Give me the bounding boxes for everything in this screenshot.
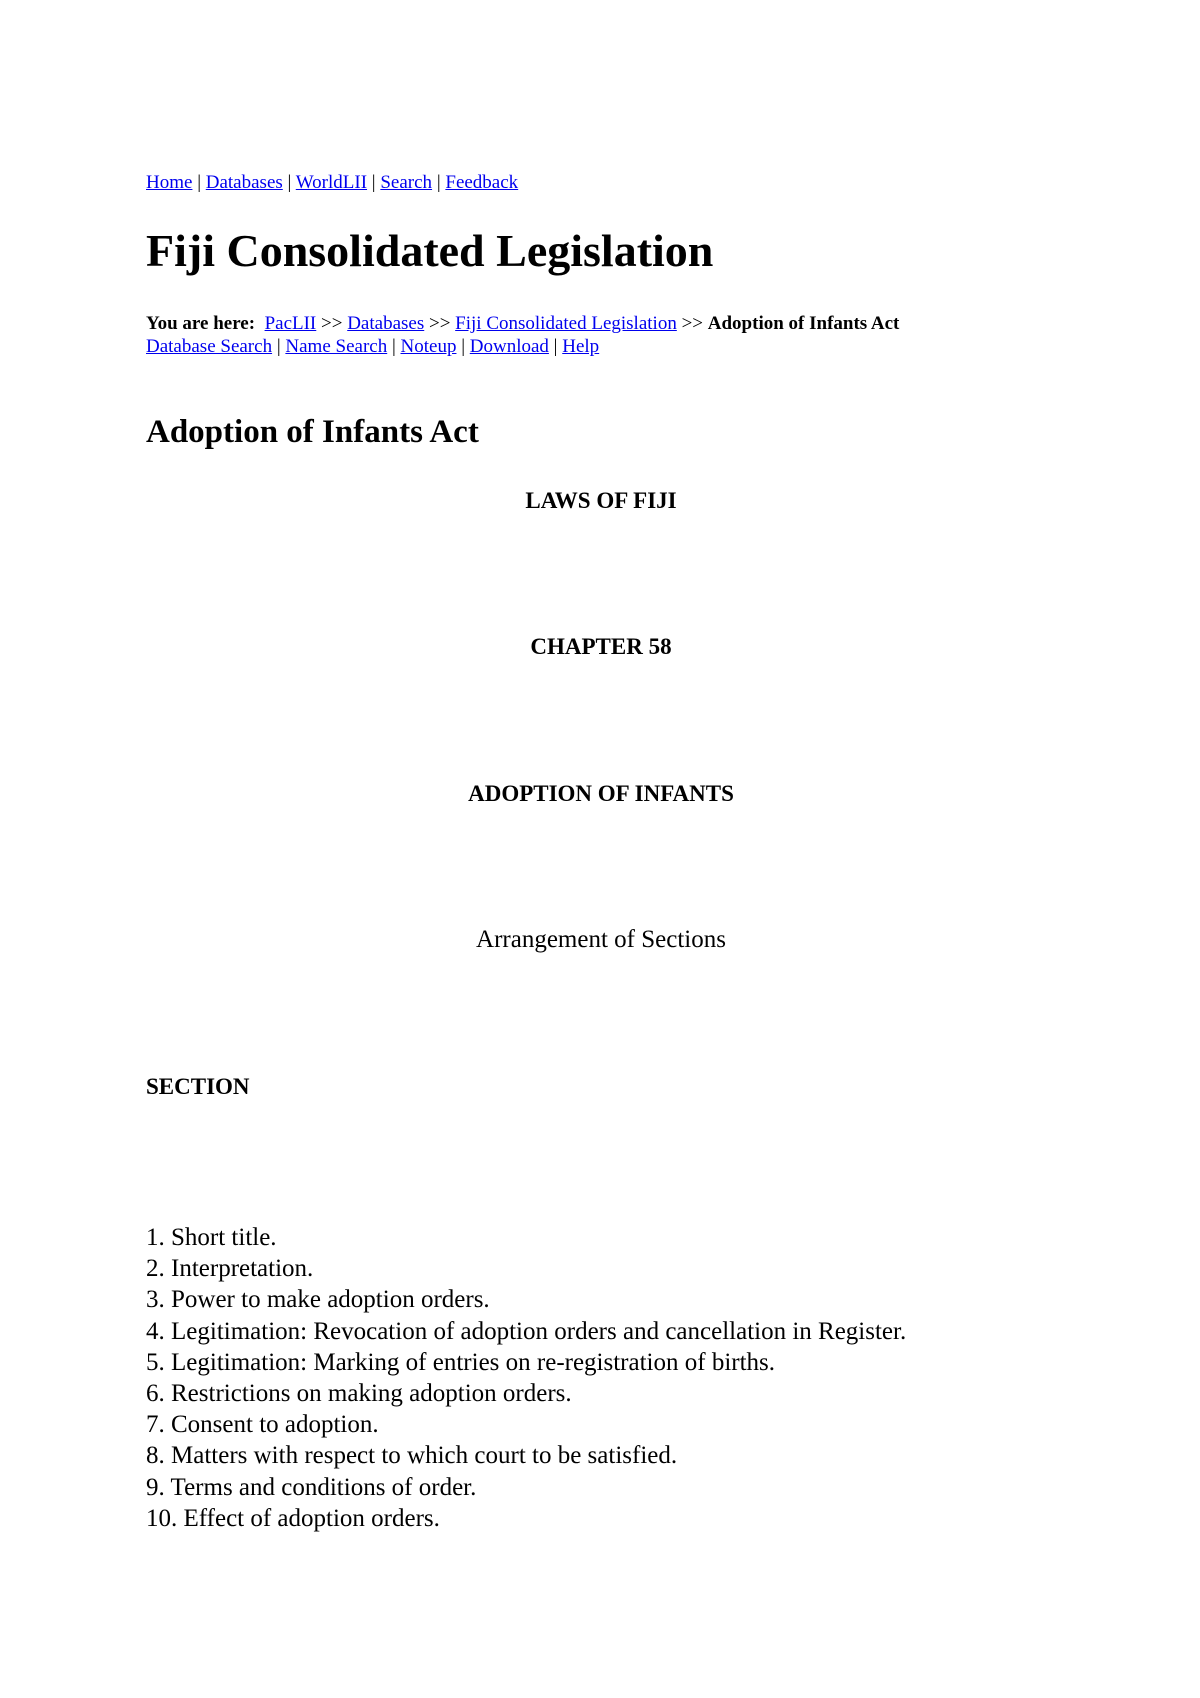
nav-separator: |	[371, 172, 376, 193]
nav-separator: |	[391, 336, 396, 357]
breadcrumb-link-databases[interactable]: Databases	[347, 313, 425, 334]
nav-link-worldlii[interactable]: WorldLII	[295, 172, 368, 193]
nav-separator: |	[287, 172, 292, 193]
laws-heading: LAWS OF FIJI	[525, 488, 677, 513]
arrangement-heading: Arrangement of Sections	[476, 926, 726, 953]
list-item: 6. Restrictions on making adoption orders.	[146, 1380, 572, 1408]
nav-link-search[interactable]: Search	[380, 172, 433, 193]
nav-link-feedback[interactable]: Feedback	[445, 172, 519, 193]
nav-separator: |	[276, 336, 281, 357]
nav-separator: |	[436, 172, 441, 193]
tool-link-download[interactable]: Download	[469, 336, 549, 357]
list-item: 2. Interpretation.	[146, 1255, 314, 1283]
tool-nav	[146, 336, 599, 358]
act-title: Adoption of Infants Act	[146, 414, 479, 450]
list-item: 9. Terms and conditions of order.	[146, 1473, 477, 1501]
nav-link-home[interactable]: Home	[146, 172, 193, 193]
list-item: 10. Effect of adoption orders.	[146, 1504, 440, 1532]
breadcrumb-link-fiji-legislation[interactable]: Fiji Consolidated Legislation	[455, 313, 677, 334]
breadcrumb-link-paclii[interactable]: PacLII	[264, 313, 317, 334]
list-item: 5. Legitimation: Marking of entries on re-registration of births.	[146, 1348, 776, 1376]
tool-link-noteup[interactable]: Noteup	[400, 336, 457, 357]
breadcrumb-current: Adoption of Infants Act	[707, 313, 900, 334]
nav-link-databases[interactable]: Databases	[205, 172, 283, 193]
top-nav	[146, 172, 518, 194]
subject-heading: ADOPTION OF INFANTS	[468, 781, 734, 806]
nav-separator: |	[197, 172, 201, 193]
list-item: 1. Short title.	[146, 1224, 277, 1251]
tool-link-name-search[interactable]: Name Search	[285, 336, 388, 357]
list-item: 7. Consent to adoption.	[146, 1411, 379, 1439]
list-item: 8. Matters with respect to which court to be satisfied.	[146, 1442, 678, 1470]
breadcrumb-arrow: >>	[321, 313, 343, 334]
list-item: 4. Legitimation: Revocation of adoption orders and cancellation in Register.	[146, 1317, 907, 1345]
section-heading: SECTION	[146, 1074, 250, 1099]
breadcrumb-arrow: >>	[681, 313, 704, 334]
tool-link-database-search[interactable]: Database Search	[146, 336, 273, 357]
nav-separator: |	[553, 336, 558, 357]
breadcrumb-lead: You are here:	[146, 313, 256, 334]
breadcrumb	[146, 313, 899, 335]
section-list	[146, 1222, 906, 1534]
breadcrumb-arrow: >>	[428, 313, 451, 334]
nav-separator: |	[461, 336, 466, 357]
list-item: 3. Power to make adoption orders.	[146, 1286, 490, 1314]
site-title: Fiji Consolidated Legislation	[146, 225, 714, 276]
tool-link-help[interactable]: Help	[562, 336, 600, 357]
chapter-heading: CHAPTER 58	[530, 634, 672, 659]
